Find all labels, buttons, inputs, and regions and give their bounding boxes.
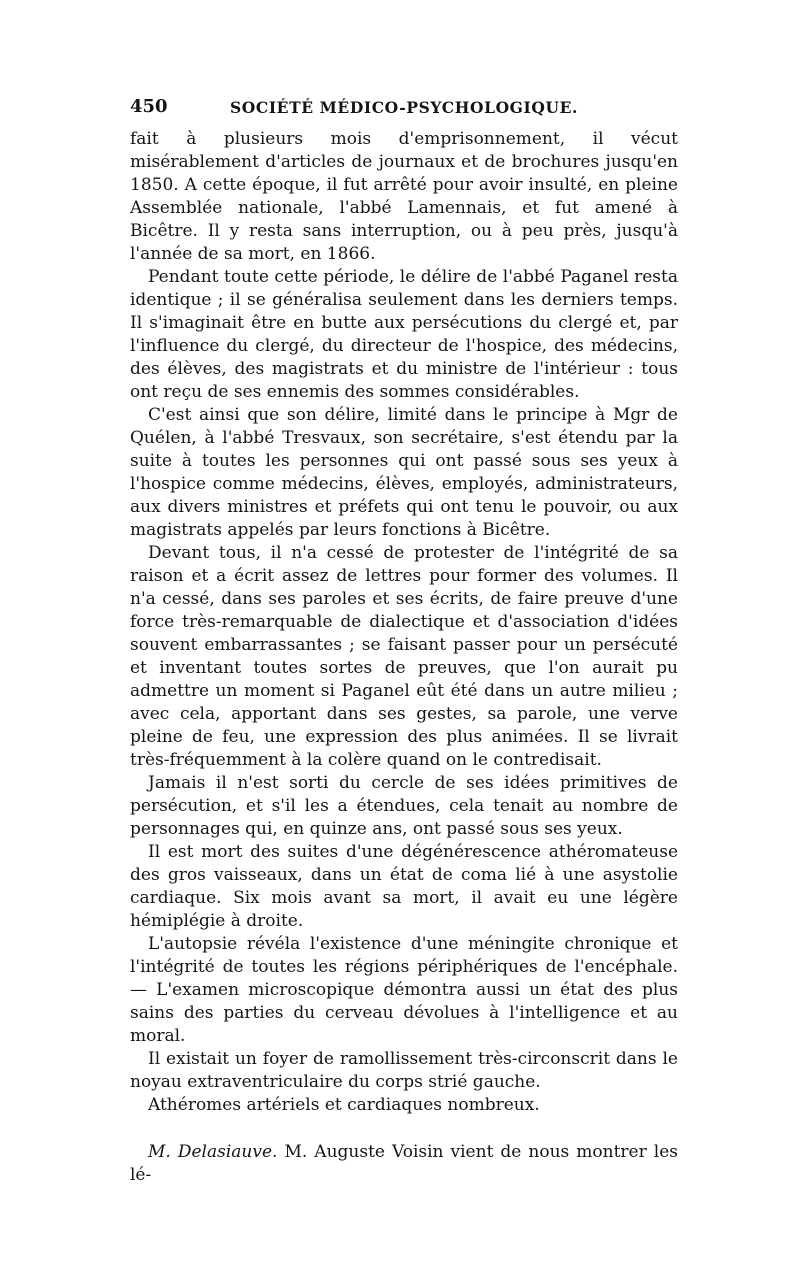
paragraph: Pendant toute cette période, le délire de l'abbé Paganel resta identique ; il se généralisa seulement dans les derniers temps. Il s'imaginait être en butte aux persécutions du clergé et, par l'influence du clergé, du directeur de l'hospice, des médecins, des élèves, des magistrats et du ministre de l'intérieur : tous ont reçu de ses ennemis des sommes considérables.: [130, 267, 678, 402]
paragraph: Il existait un foyer de ramollissement très-circonscrit dans le noyau extraventriculaire du corps strié gauche.: [130, 1049, 678, 1092]
paragraph: L'autopsie révéla l'existence d'une méningite chronique et l'intégrité de toutes les régions périphériques de l'encéphale. — L'examen microscopique démontra aussi un état des plus sains des parties du cerveau dévolues à l'intelligence et au moral.: [130, 934, 678, 1046]
speaker-name: M. Delasiauve.: [148, 1142, 278, 1162]
running-title: SOCIÉTÉ MÉDICO-PSYCHOLOGIQUE.: [230, 98, 578, 117]
page-number: 450: [130, 96, 168, 117]
paragraph: Jamais il n'est sorti du cercle de ses idées primitives de persécution, et s'il les a étendues, cela tenait au nombre de personnages qui, en quinze ans, ont passé sous ses yeux.: [130, 773, 678, 839]
closing-paragraph: [130, 1141, 678, 1187]
page-header: [130, 96, 678, 120]
paragraph: fait à plusieurs mois d'emprisonnement, il vécut misérablement d'articles de journaux et de brochures jusqu'en 1850. A cette époque, il fut arrêté pour avoir insulté, en pleine Assemblée nationale, l'abbé Lamennais, et fut amené à Bicêtre. Il y resta sans interruption, ou à peu près, jusqu'à l'année de sa mort, en 1866.: [130, 129, 678, 264]
paragraph: Athéromes artériels et cardiaques nombreux.: [148, 1095, 540, 1115]
page-body: [130, 128, 678, 1187]
paragraph: Il est mort des suites d'une dégénérescence athéromateuse des gros vaisseaux, dans un état de coma lié à une asystolie cardiaque. Six mois avant sa mort, il avait eu une légère hémiplégie à droite.: [130, 842, 678, 931]
closing-text: M. Auguste Voisin vient de nous montrer les lé-: [130, 1142, 678, 1185]
paragraph: C'est ainsi que son délire, limité dans le principe à Mgr de Quélen, à l'abbé Tresvaux, son secrétaire, s'est étendu par la suite à toutes les personnes qui ont passé sous ses yeux à l'hospice comme médecins, élèves, employés, administrateurs, aux divers ministres et préfets qui ont tenu le pouvoir, ou aux magistrats appelés par leurs fonctions à Bicêtre.: [130, 405, 678, 540]
paragraph: Devant tous, il n'a cessé de protester de l'intégrité de sa raison et a écrit assez de lettres pour former des volumes. Il n'a cessé, dans ses paroles et ses écrits, de faire preuve d'une force très-remarquable de dialectique et d'association d'idées souvent embarrassantes ; se faisant passer pour un persécuté et inventant toutes sortes de preuves, que l'on aurait pu admettre un moment si Paganel eût été dans un autre milieu ; avec cela, apportant dans ses gestes, sa parole, une verve pleine de feu, une expression des plus animées. Il se livrait très-fréquemment à la colère quand on le contredisait.: [130, 543, 678, 770]
